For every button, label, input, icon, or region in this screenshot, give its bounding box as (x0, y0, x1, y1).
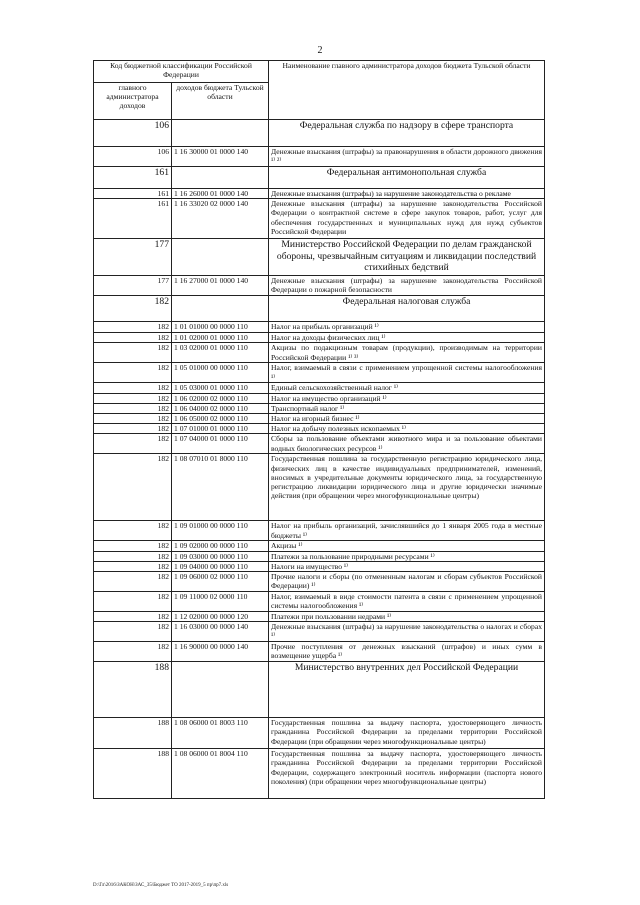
admin-code-cell: 106 (94, 147, 172, 167)
income-code-cell: 1 09 11000 02 0000 110 (172, 592, 269, 612)
header-name: Наименование главного администратора доходов бюджета Тульской области (269, 61, 545, 120)
name-cell: Акцизы по подакцизным товарам (продукции), производимым на территории Российской Федерации ¹⁾ ³⁾ (269, 343, 545, 363)
admin-code-cell: 182 (94, 622, 172, 642)
header-income: доходов бюджета Тульской области (172, 83, 269, 120)
table-row (94, 333, 545, 343)
table-row (94, 403, 545, 413)
admin-code-cell: 182 (94, 642, 172, 662)
table-row (94, 561, 545, 571)
income-code-cell: 1 08 06000 01 8004 110 (172, 749, 269, 799)
name-cell: Акцизы ¹⁾ (269, 541, 545, 551)
file-path-footer: D:\Гл\2016\ЗАКОН\ЗАС_35\Бюджет ТО 2017-2019_5 пр\пр7.xls (93, 883, 229, 888)
name-cell: Министерство внутренних дел Российской Федерации (269, 662, 545, 718)
agency-row (94, 120, 545, 147)
income-code-cell (172, 296, 269, 322)
admin-code-cell: 182 (94, 414, 172, 424)
table-row (94, 424, 545, 434)
table-row (94, 551, 545, 561)
table-row (94, 414, 545, 424)
table-row (94, 343, 545, 363)
table-row (94, 363, 545, 383)
admin-code-cell: 182 (94, 572, 172, 592)
header-admin: главного администратора доходов (94, 83, 172, 120)
name-cell: Денежные взыскания (штрафы) за нарушение законодательства о налогах и сборах ¹⁾ (269, 622, 545, 642)
name-cell: Налог на доходы физических лиц ¹⁾ (269, 333, 545, 343)
table-row (94, 147, 545, 167)
admin-code-cell: 182 (94, 592, 172, 612)
name-cell: Налог на добычу полезных ископаемых ¹⁾ (269, 424, 545, 434)
name-cell: Транспортный налог ¹⁾ (269, 403, 545, 413)
page-number: 2 (317, 45, 323, 56)
name-cell: Единый сельскохозяйственный налог ¹⁾ (269, 383, 545, 393)
income-code-cell: 1 16 90000 00 0000 140 (172, 642, 269, 662)
table-row (94, 642, 545, 662)
income-code-cell: 1 09 02000 00 0000 110 (172, 541, 269, 551)
admin-code-cell: 188 (94, 662, 172, 718)
admin-code-cell: 161 (94, 167, 172, 189)
name-cell: Федеральная служба по надзору в сфере транспорта (269, 120, 545, 147)
table-row (94, 572, 545, 592)
income-code-cell: 1 06 02000 02 0000 110 (172, 393, 269, 403)
table-row (94, 383, 545, 393)
admin-code-cell: 188 (94, 749, 172, 799)
table-row (94, 199, 545, 239)
admin-code-cell: 182 (94, 333, 172, 343)
name-cell: Денежные взыскания (штрафы) за нарушение законодательства о рекламе (269, 189, 545, 199)
table-row (94, 454, 545, 521)
agency-row (94, 167, 545, 189)
admin-code-cell: 182 (94, 403, 172, 413)
agency-row (94, 239, 545, 276)
table-row (94, 521, 545, 541)
income-code-cell: 1 09 04000 00 0000 110 (172, 561, 269, 571)
table-row (94, 592, 545, 612)
admin-code-cell: 161 (94, 189, 172, 199)
name-cell: Государственная пошлина за выдачу паспорта, удостоверяющего личность гражданина Российской Федерации за пределами территории Российской Федерации (при обращении через многофункциональные центры) (269, 718, 545, 749)
name-cell: Сборы за пользование объектами животного мира и за пользование объектами водных биологических ресурсов ¹⁾ (269, 434, 545, 454)
admin-code-cell: 182 (94, 454, 172, 521)
table-row (94, 749, 545, 799)
income-code-cell: 1 05 01000 00 0000 110 (172, 363, 269, 383)
admin-code-cell: 182 (94, 551, 172, 561)
name-cell: Прочие налоги и сборы (по отмененным налогам и сборам субъектов Российской Федерации) ¹⁾ (269, 572, 545, 592)
name-cell: Денежные взыскания (штрафы) за нарушение законодательства Российской Федерации о пожарной безопасности (269, 276, 545, 296)
income-code-cell: 1 06 04000 02 0000 110 (172, 403, 269, 413)
name-cell: Налог на игорный бизнес ¹⁾ (269, 414, 545, 424)
name-cell: Налоги на имущество ¹⁾ (269, 561, 545, 571)
income-code-cell: 1 01 01000 00 0000 110 (172, 322, 269, 333)
income-code-cell (172, 120, 269, 147)
admin-code-cell: 161 (94, 199, 172, 239)
name-cell: Налог, взимаемый в виде стоимости патента в связи с применением упрощенной системы налогообложения ¹⁾ (269, 592, 545, 612)
income-code-cell: 1 16 03000 00 0000 140 (172, 622, 269, 642)
income-code-cell: 1 16 33020 02 0000 140 (172, 199, 269, 239)
name-cell: Федеральная антимонопольная служба (269, 167, 545, 189)
table-row (94, 622, 545, 642)
income-code-cell: 1 08 06000 01 8003 110 (172, 718, 269, 749)
income-code-cell: 1 01 02000 01 0000 110 (172, 333, 269, 343)
name-cell: Налог, взимаемый в связи с применением упрощенной системы налогообложения ¹⁾ (269, 363, 545, 383)
income-code-cell: 1 07 04000 01 0000 110 (172, 434, 269, 454)
header-row-top (94, 61, 545, 83)
agency-row (94, 296, 545, 322)
admin-code-cell: 182 (94, 521, 172, 541)
table-row (94, 718, 545, 749)
table-row (94, 189, 545, 199)
name-cell: Денежные взыскания (штрафы) за нарушение законодательства Российской Федерации о контрактной системе в сфере закупок товаров, работ, услуг для обеспечения государственных и муниципальных нужд для нужд субъектов Российской Федерации (269, 199, 545, 239)
admin-code-cell: 182 (94, 561, 172, 571)
admin-code-cell: 182 (94, 541, 172, 551)
table-row (94, 276, 545, 296)
name-cell: Налог на прибыль организаций ¹⁾ (269, 322, 545, 333)
admin-code-cell: 182 (94, 383, 172, 393)
income-code-cell: 1 16 30000 01 0000 140 (172, 147, 269, 167)
income-code-cell: 1 03 02000 01 0000 110 (172, 343, 269, 363)
name-cell: Налог на прибыль организаций, зачислявшийся до 1 января 2005 года в местные бюджеты ¹⁾ (269, 521, 545, 541)
admin-code-cell: 182 (94, 343, 172, 363)
income-code-cell: 1 16 26000 01 0000 140 (172, 189, 269, 199)
income-code-cell (172, 662, 269, 718)
name-cell: Министерство Российской Федерации по делам гражданской обороны, чрезвычайным ситуациям и ликвидации последствий стихийных бедствий (269, 239, 545, 276)
name-cell: Денежные взыскания (штрафы) за правонарушения в области дорожного движения ¹⁾ ²⁾ (269, 147, 545, 167)
income-code-cell (172, 167, 269, 189)
table-row (94, 393, 545, 403)
name-cell: Федеральная налоговая служба (269, 296, 545, 322)
name-cell: Государственная пошлина за выдачу паспорта, удостоверяющего личность гражданина Российской Федерации за пределами территории Российской Федерации, содержащего электронный носитель информации (паспорта нового поколения) (при обращении через многофункциональные центры) (269, 749, 545, 799)
name-cell: Прочие поступления от денежных взысканий (штрафов) и иных сумм в возмещение ущерба ¹⁾ (269, 642, 545, 662)
name-cell: Платежи за пользование природными ресурсами ¹⁾ (269, 551, 545, 561)
admin-code-cell: 182 (94, 363, 172, 383)
income-code-cell: 1 09 06000 02 0000 110 (172, 572, 269, 592)
admin-code-cell: 182 (94, 296, 172, 322)
name-cell: Платежи при пользовании недрами ¹⁾ (269, 612, 545, 622)
admin-code-cell: 188 (94, 718, 172, 749)
income-code-cell: 1 05 03000 01 0000 110 (172, 383, 269, 393)
header-code-group: Код бюджетной классификации Российской Федерации (94, 61, 269, 83)
table-row (94, 322, 545, 333)
income-code-cell: 1 09 01000 00 0000 110 (172, 521, 269, 541)
classification-table (93, 60, 545, 799)
table-row (94, 541, 545, 551)
income-code-cell: 1 07 01000 01 0000 110 (172, 424, 269, 434)
admin-code-cell: 182 (94, 612, 172, 622)
income-code-cell: 1 12 02000 00 0000 120 (172, 612, 269, 622)
income-code-cell: 1 16 27000 01 0000 140 (172, 276, 269, 296)
name-cell: Государственная пошлина за государственную регистрацию юридического лица, физических лиц в качестве индивидуальных предпринимателей, изменений, вносимых в учредительные документы юридического лица, за государственную регистрацию ликвидации юридического лица и другие юридически значимые действия (при обращении через многофункциональные центры) (269, 454, 545, 521)
admin-code-cell: 177 (94, 276, 172, 296)
income-code-cell: 1 06 05000 02 0000 110 (172, 414, 269, 424)
table-row (94, 612, 545, 622)
admin-code-cell: 182 (94, 424, 172, 434)
agency-row (94, 662, 545, 718)
admin-code-cell: 106 (94, 120, 172, 147)
admin-code-cell: 182 (94, 322, 172, 333)
table-row (94, 434, 545, 454)
admin-code-cell: 177 (94, 239, 172, 276)
income-code-cell: 1 09 03000 00 0000 110 (172, 551, 269, 561)
income-code-cell: 1 08 07010 01 8000 110 (172, 454, 269, 521)
name-cell: Налог на имущество организаций ¹⁾ (269, 393, 545, 403)
income-code-cell (172, 239, 269, 276)
admin-code-cell: 182 (94, 434, 172, 454)
admin-code-cell: 182 (94, 393, 172, 403)
